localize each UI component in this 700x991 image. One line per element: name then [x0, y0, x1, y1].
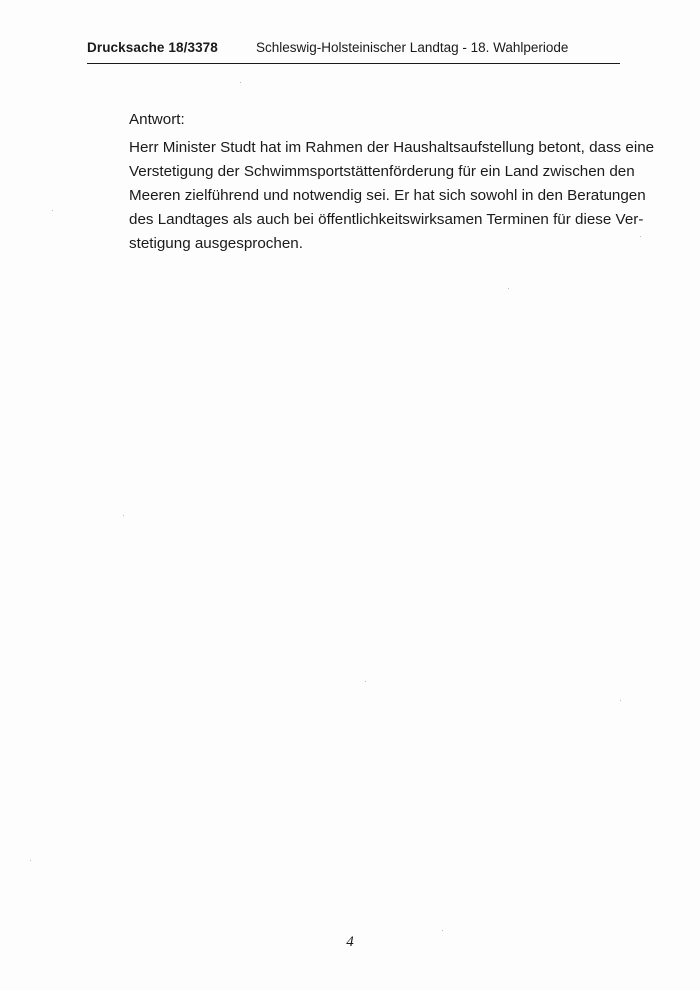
answer-line: Herr Minister Studt hat im Rahmen der Haushaltsaufstellung betont, dass eine — [129, 139, 655, 156]
page-number: 4 — [346, 934, 354, 950]
answer-label: Antwort: — [129, 111, 185, 128]
scan-speck — [365, 681, 366, 682]
scan-speck — [240, 82, 241, 83]
answer-line: Verstetigung der Schwimmsportstättenförderung für ein Land zwischen den — [129, 163, 635, 180]
scan-speck — [52, 210, 53, 211]
document-number: Drucksache 18/3378 — [87, 40, 218, 55]
page-header — [87, 40, 620, 62]
scan-speck — [123, 515, 124, 516]
scan-speck — [620, 700, 621, 701]
scan-speck — [442, 930, 443, 931]
answer-line: Meeren zielführend und notwendig sei. Er hat sich sowohl in den Beratungen — [129, 187, 646, 204]
scan-speck — [508, 288, 509, 289]
header-divider — [87, 63, 620, 64]
scan-speck — [30, 860, 31, 861]
answer-section — [129, 108, 655, 256]
document-title: Schleswig-Holsteinischer Landtag - 18. Wahlperiode — [256, 40, 569, 55]
scan-speck — [640, 236, 641, 237]
answer-line: des Landtages als auch bei öffentlichkeitswirksamen Terminen für diese Ver- — [129, 211, 644, 228]
answer-line: stetigung ausgesprochen. — [129, 235, 303, 252]
